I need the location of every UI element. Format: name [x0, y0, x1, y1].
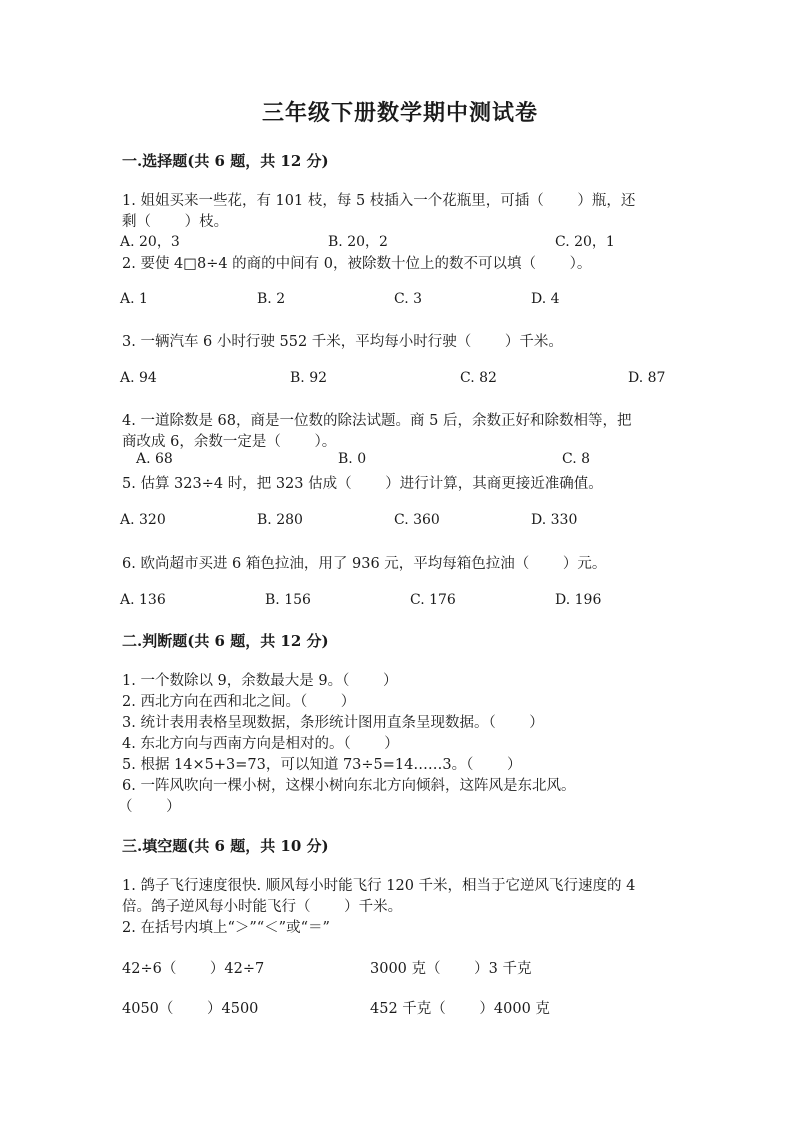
section-heading-fill: 三.填空题(共 6 题，共 10 分) [122, 837, 329, 855]
option-a[interactable]: A. 1 [120, 291, 148, 307]
option-d[interactable]: D. 330 [531, 512, 578, 528]
question-4-line2: 商改成 6，余数一定是（ ）。 [122, 434, 337, 450]
fill-question-1-line1: 1. 鸽子飞行速度很快. 顺风每小时能飞行 120 千米，相当于它逆风飞行速度的 4 [122, 878, 636, 894]
option-d[interactable]: D. 4 [531, 291, 560, 307]
judgment-item-2: 2. 西北方向在西和北之间。（ ） [122, 694, 356, 710]
option-a[interactable]: A. 320 [120, 512, 166, 528]
judgment-item-6: 6. 一阵风吹向一棵小树，这棵小树向东北方向倾斜，这阵风是东北风。 [122, 778, 576, 794]
judgment-item-6-bracket[interactable]: （ ） [118, 799, 181, 815]
option-c[interactable]: C. 176 [410, 592, 456, 608]
section-heading-choice: 一.选择题(共 6 题，共 12 分) [122, 152, 329, 170]
judgment-item-3: 3. 统计表用表格呈现数据，条形统计图用直条呈现数据。（ ） [122, 715, 544, 731]
compare-item[interactable]: 452 千克（ ）4000 克 [370, 1001, 550, 1017]
section-heading-judgment: 二.判断题(共 6 题，共 12 分) [122, 632, 329, 650]
option-a[interactable]: A. 20，3 [120, 234, 180, 250]
fill-question-2-line1: 2. 在括号内填上“＞”“＜”或“＝” [122, 920, 330, 936]
option-b[interactable]: B. 92 [290, 370, 328, 386]
option-c[interactable]: C. 82 [460, 370, 497, 386]
option-b[interactable]: B. 0 [338, 451, 367, 467]
option-b[interactable]: B. 20，2 [328, 234, 388, 250]
option-a[interactable]: A. 68 [136, 451, 173, 467]
fill-question-1-line2: 倍。鸽子逆风每小时能飞行（ ）千米。 [122, 899, 403, 915]
option-b[interactable]: B. 280 [257, 512, 303, 528]
option-c[interactable]: C. 20，1 [555, 234, 615, 250]
judgment-item-4: 4. 东北方向与西南方向是相对的。（ ） [122, 736, 399, 752]
option-a[interactable]: A. 136 [120, 592, 166, 608]
judgment-item-1: 1. 一个数除以 9，余数最大是 9。（ ） [122, 673, 398, 689]
question-3-line1: 3. 一辆汽车 6 小时行驶 552 千米，平均每小时行驶（ ）千米。 [122, 334, 563, 350]
question-4-line1: 4. 一道除数是 68，商是一位数的除法试题。商 5 后，余数正好和除数相等，把 [122, 413, 632, 429]
question-6-line1: 6. 欧尚超市买进 6 箱色拉油，用了 936 元，平均每箱色拉油（ ）元。 [122, 556, 607, 572]
option-d[interactable]: D. 196 [555, 592, 602, 608]
question-1-line2: 剩（ ）枝。 [122, 214, 229, 230]
option-c[interactable]: C. 360 [394, 512, 440, 528]
option-d[interactable]: D. 87 [628, 370, 666, 386]
compare-item[interactable]: 3000 克（ ）3 千克 [370, 961, 532, 977]
option-c[interactable]: C. 3 [394, 291, 423, 307]
option-a[interactable]: A. 94 [120, 370, 157, 386]
question-3-options [0, 370, 800, 394]
question-1-line1: 1. 姐姐买来一些花，有 101 枝，每 5 枝插入一个花瓶里，可插（ ）瓶，还 [122, 193, 636, 209]
compare-item[interactable]: 4050（ ）4500 [122, 1001, 259, 1017]
question-5-line1: 5. 估算 323÷4 时，把 323 估成（ ）进行计算，其商更接近准确值。 [122, 476, 603, 492]
question-6-options [0, 592, 800, 616]
question-2-line1: 2. 要使 4□8÷4 的商的中间有 0，被除数十位上的数不可以填（ ）。 [122, 256, 592, 272]
compare-item[interactable]: 42÷6（ ）42÷7 [122, 961, 265, 977]
option-b[interactable]: B. 2 [257, 291, 286, 307]
question-5-options [0, 512, 800, 536]
page-title: 三年级下册数学期中测试卷 [261, 100, 538, 126]
question-2-options [0, 291, 800, 315]
option-c[interactable]: C. 8 [562, 451, 591, 467]
option-b[interactable]: B. 156 [265, 592, 311, 608]
judgment-item-5: 5. 根据 14×5+3=73，可以知道 73÷5=14……3。（ ） [122, 757, 522, 773]
